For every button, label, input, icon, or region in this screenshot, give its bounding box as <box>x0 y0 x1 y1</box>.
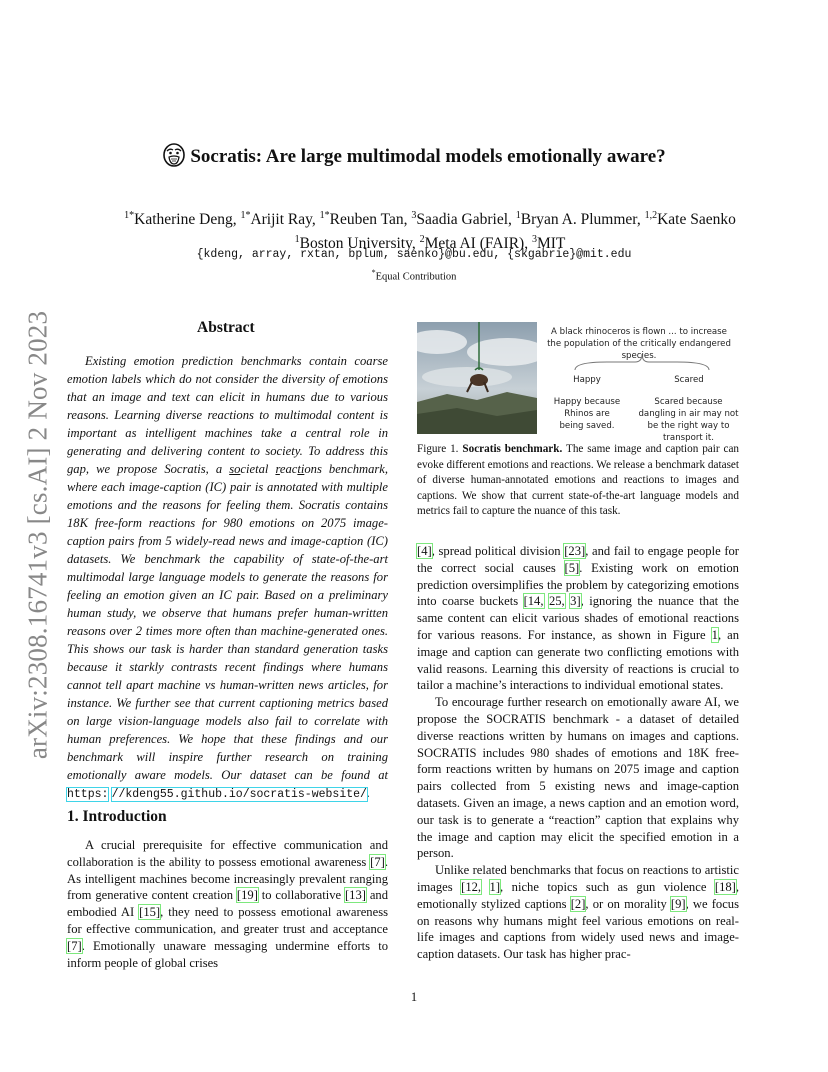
abstract-text: benchmark, where each image-caption (IC) pair is annotated with multiple emotions and the reasons for feeling them. Socratis contains 18K free-form reactions for 980 emotions on 2075 image-caption pairs from 5 widely-read news and image-caption (IC) datasets. We benchmark the capability of state-of-the-art multimodal large language models to generate the reasons for feeling an emotion given an IC pair. Based on a preliminary human study, we observe that humans prefer human-written reasons over 2 times more often than machine-generated ones. This shows our task is harder than standard generation tasks because it starkly contrasts recent findings where humans cannot tell apart machine vs human-written news articles, for instance. We further see that current captioning metrics based on large vision-language models also fail to correlate with human preferences. We hope that these findings and our benchmark will inspire further research on training emotionally aware models. Our dataset can be found at <box>67 462 389 782</box>
citation-link[interactable]: [15] <box>139 905 161 920</box>
body-text: , and fail to engage people for the correct social causes <box>417 544 740 575</box>
abstract-text: cietal <box>240 462 276 476</box>
arxiv-id: arXiv:2308.16741v3 [cs.AI] 2 Nov 2023 <box>22 310 53 760</box>
body-text: . Existing work on emotion prediction oversimplifies the problem by categorizing emotions into coarse buckets <box>417 560 739 609</box>
abstract-text: eac <box>279 462 298 476</box>
body-text: and embodied AI <box>67 888 388 920</box>
paper-title: Socratis: Are large multimodal models emotionally aware? <box>190 146 666 167</box>
emotion-scared: Scared <box>674 375 704 385</box>
body-text: , they need to possess emotional awareness for effective communication, and greater trust and acceptance <box>67 905 388 936</box>
citation-link[interactable]: [23] <box>564 544 586 558</box>
body-text: , we focus on reasons why humans might feel various emotions on real-life images and captions from widely used news and image-caption datasets. Our task has higher prac- <box>417 896 739 962</box>
body-text: . As intelligent machines become increasingly prevalent ranging from generative content creation <box>67 854 388 903</box>
citation-link[interactable]: [7] <box>370 854 385 869</box>
affiliation: MIT <box>536 235 566 253</box>
figure-1 <box>417 322 739 443</box>
affiliation: Meta AI (FAIR), <box>424 235 532 253</box>
intro-column-left <box>67 837 388 971</box>
body-text: to collaborative <box>257 888 345 903</box>
body-text: A crucial prerequisite for effective communication and collaboration is the ability to possess emotional awareness <box>67 838 388 869</box>
acronym-part: so <box>229 462 241 476</box>
page-number: 1 <box>410 990 418 1004</box>
abstract-heading: Abstract <box>197 319 255 336</box>
citation-link[interactable]: [9] <box>670 896 686 911</box>
citation-link[interactable]: 25, <box>548 594 565 609</box>
note-sup: * <box>371 268 376 277</box>
author-name: Arijit Ray, <box>250 211 316 229</box>
affiliation-sup: 2 <box>419 234 425 246</box>
paper-title-row <box>0 142 828 168</box>
body-text: , an image and caption can generate two conflicting emotions with valid reasons. Learning this diversity of reactions is crucial to tailor a machine’s interactions to individual emotional states. <box>417 627 739 693</box>
abstract-text: Existing emotion prediction benchmarks contain coarse emotion labels which do not consider the diversity of emotions that an image and text can elicit in humans due to various reasons. Learning diverse reactions to multimodal content is important as intelligent machines take a central role in generating and delivering content to society. To address this gap, we propose Socratis, a <box>67 354 388 476</box>
rhino-photo <box>417 322 537 434</box>
citation-link[interactable]: [18] <box>714 879 736 894</box>
body-text: , spread political division <box>431 544 565 558</box>
citation-link[interactable]: 1] <box>489 879 501 894</box>
author-name: Saadia Gabriel, <box>416 211 512 229</box>
citation-link[interactable]: [14, <box>523 594 544 609</box>
citation-link[interactable]: [13] <box>344 888 366 903</box>
paragraph: To encourage further research on emotionally aware AI, we propose the SOCRATIS benchmark - a dataset of detailed diverse reactions written by humans on images and captions. SOCRATIS includes 980 shades of emotions and 18K free-form reactions written by humans on 2075 image and caption pairs collected from 5 existing news and image-caption datasets. Given an image, a news caption and an emotion word, our task is to generate a “reaction” caption that explains why the image and caption may elicit the specified emotion in a person. <box>417 695 739 861</box>
author-name: Reuben Tan, <box>329 211 408 229</box>
figure-label: Figure 1. <box>417 443 459 455</box>
body-text: Unlike related benchmarks that focus on reactions to artistic images <box>417 863 739 894</box>
citation-link[interactable]: [2] <box>570 896 586 911</box>
intro-heading: 1. Introduction <box>67 808 167 825</box>
affiliation: Boston University, <box>299 235 420 253</box>
author-sup: 1* <box>124 210 135 221</box>
body-text: , ignoring the nuance that the same content can elicit various shades of emotional reactions for various reasons. For instance, as shown in Figure <box>417 594 740 642</box>
author-sup: 1* <box>319 210 330 221</box>
author-name: Katherine Deng, <box>134 211 237 229</box>
arxiv-stamp <box>18 295 58 775</box>
body-text: . Emotionally unaware messaging undermine efforts to inform people of global crises <box>67 938 388 970</box>
affiliation-sup: 3 <box>531 234 537 246</box>
author-sup: 1,2 <box>644 210 658 221</box>
author-sup: 3 <box>411 210 417 221</box>
website-link[interactable]: //kdeng55.github.io/socratis-website/ <box>111 788 367 801</box>
figure-link[interactable]: 1 <box>711 627 718 642</box>
acronym-part: r <box>275 462 280 476</box>
abstract-body <box>67 352 388 804</box>
citation-link[interactable]: [5] <box>564 560 580 575</box>
author-name: Bryan A. Plummer, <box>520 211 641 229</box>
emotion-happy: Happy <box>573 375 601 385</box>
intro-column-right <box>417 543 739 963</box>
citation-link[interactable]: [12, <box>461 879 482 894</box>
citation-link[interactable]: [4] <box>417 544 432 558</box>
citation-link[interactable]: [19] <box>236 888 258 903</box>
author-emails: {kdeng, array, rxtan, bplum, saenko}@bu.edu, {skgabrie}@mit.edu <box>196 248 632 261</box>
figure-title: Socratis benchmark. <box>462 443 563 455</box>
body-text: , niche topics such as gun violence <box>500 879 715 894</box>
note-text: Equal Contribution <box>375 271 457 283</box>
affiliation-sup: 1 <box>294 234 300 246</box>
acronym-part: ti <box>297 462 305 476</box>
body-text: , or on morality <box>585 896 671 911</box>
abstract-text: . <box>366 786 371 800</box>
abstract-text: ons <box>304 462 322 476</box>
website-link[interactable]: https: <box>67 788 109 801</box>
author-sup: 1 <box>515 210 521 221</box>
figure-brace <box>567 352 717 372</box>
citation-link[interactable]: [7] <box>67 938 82 953</box>
figure-1-caption <box>417 442 739 520</box>
figure-text: The same image and caption pair can evoke different emotions and reactions. We release a benchmark dataset of diverse human-annotated emotions and reactions to images and captions. We show that current state-of-the-art language models and metrics fail to capture the nuance of this task. <box>417 443 739 517</box>
citation-link[interactable]: 3] <box>570 594 581 609</box>
reason-happy: Happy because Rhinos are being saved. <box>553 397 621 431</box>
author-line <box>60 206 800 230</box>
rhino-photo-graphic <box>417 322 537 434</box>
author-sup: 1* <box>240 210 251 221</box>
author-name: Kate Saenko <box>657 211 736 229</box>
body-text: , emotionally stylized captions <box>417 879 740 911</box>
thinking-face-icon <box>162 142 186 168</box>
figure-news-caption: A black rhinoceros is flown ... to increase the population of the critically endangered species. <box>547 327 731 361</box>
reason-scared: Scared because dangling in air may not be the right way to transport it. <box>638 397 739 443</box>
equal-contribution-note <box>0 268 828 283</box>
